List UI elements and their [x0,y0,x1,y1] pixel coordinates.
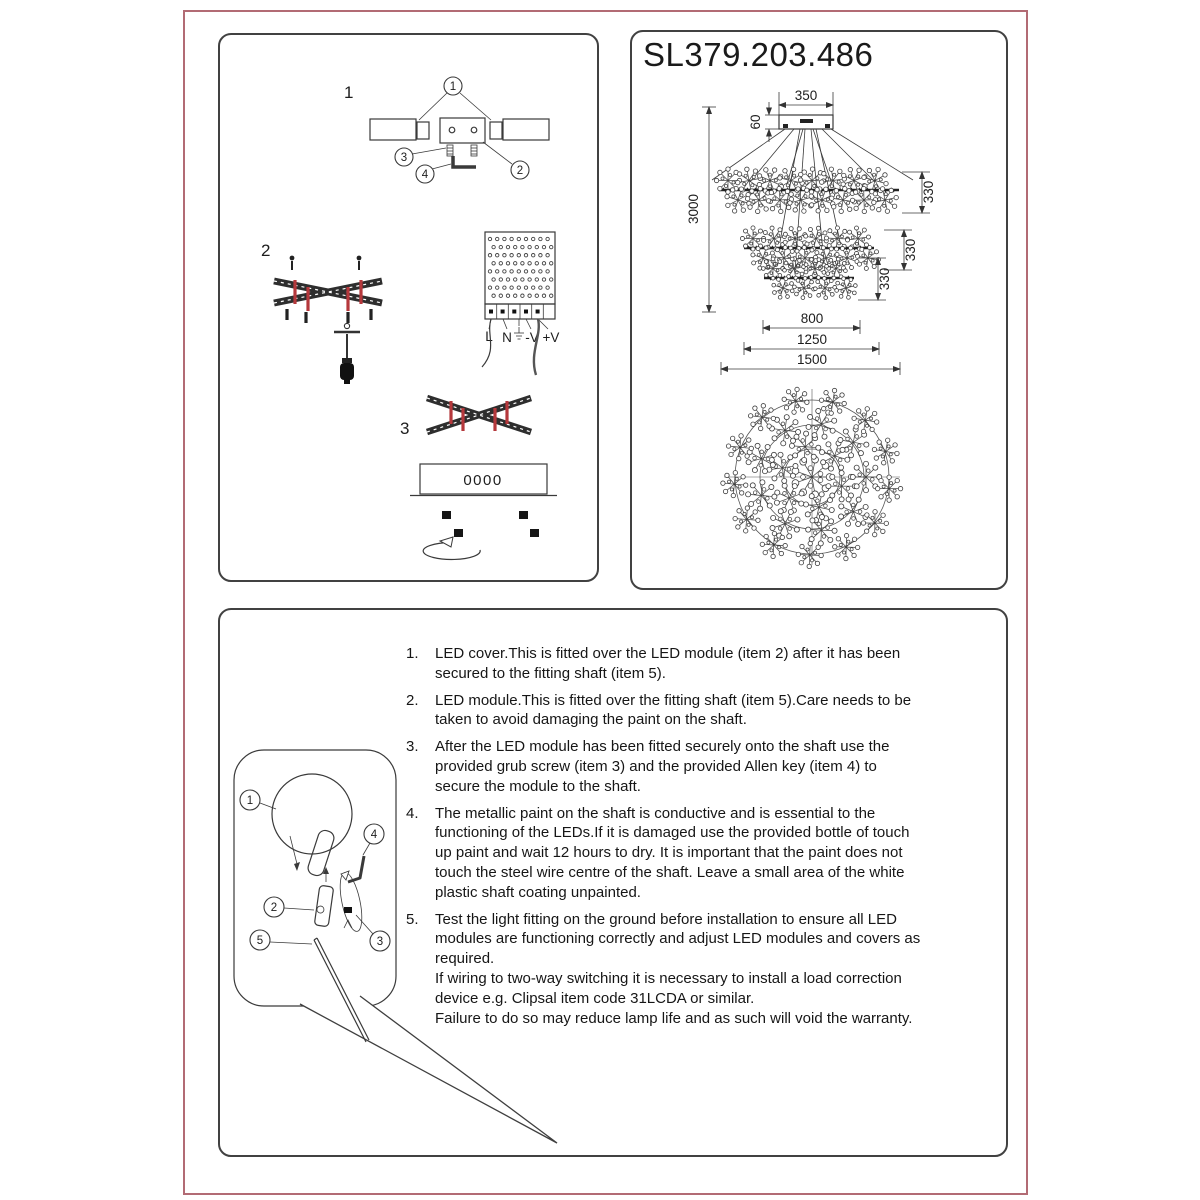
instruction-text: LED module.This is fitted over the fitting shaft (item 5).Care needs to be taken to avoid damaging the paint on the shaft. [435,691,912,729]
dim-top-tier-width [721,352,900,375]
assembly-diagrams-svg [220,35,597,580]
callout-3 [370,931,390,951]
instruction-text-extra: Failure to do so may reduce lamp life and as such will void the warranty. [435,1009,913,1027]
dc-wire [534,319,539,375]
svg-text:1250: 1250 [796,332,828,347]
callout-1 [444,77,462,95]
dimension-drawing-svg [632,32,1006,588]
rotate-arrow-icon [423,537,480,559]
dim-canopy-width [779,88,833,115]
turn-arrowhead-icon [341,871,349,880]
instruction-number: 1. [406,645,419,662]
svg-text:1: 1 [246,795,254,807]
svg-text:60: 60 [748,114,763,130]
shaft-and-module-drawing [370,118,549,143]
earth-symbol-icon [514,327,524,339]
instruction-number: 2. [406,691,419,709]
svg-text:800: 800 [800,311,824,326]
chandelier-side-view-tiers [714,167,899,300]
terminal-strip [489,304,543,319]
svg-text:3000: 3000 [686,193,701,225]
plate-perforations [488,237,553,297]
diagram-step3 [400,398,557,559]
step1-leader-lines [412,93,512,169]
callout-1 [240,790,260,810]
svg-text:5: 5 [256,935,264,947]
instruction-number: 3. [406,738,419,756]
svg-text:1500: 1500 [796,352,828,367]
diagram-step1 [344,77,549,183]
instruction-item-1 [406,644,922,684]
insert-arrow-icon [290,836,300,871]
callout-2 [264,897,284,917]
instruction-number: 4. [406,804,419,822]
callout-3 [395,148,413,166]
allen-key-icon [453,156,476,167]
step2-label: 2 [261,241,271,260]
callout-4 [364,824,384,844]
instruction-item-4 [406,804,922,903]
cross-bracket-icon [274,280,382,311]
led-module-part [314,885,333,927]
instruction-item-3 [406,737,922,796]
model-number: SL379.203.486 [643,36,874,73]
step3-label: 3 [400,419,410,438]
canopy-cover-drawing [410,464,557,537]
dim-overall-drop [686,107,716,312]
instruction-item-2 [406,691,922,731]
svg-text:3: 3 [376,936,384,948]
svg-text:4: 4 [370,829,378,841]
cross-bracket-fitted-icon [427,398,531,432]
svg-text:4: 4 [421,169,429,181]
terminal-label-neg: -V [525,330,539,345]
callout-5 [250,930,270,950]
svg-text:1: 1 [449,81,457,93]
instruction-text-main: Test the light fitting on the ground before installation to ensure all LED modules are functioning correctly and adjust LED modules and covers as required. [435,910,921,968]
svg-text:330: 330 [877,267,892,291]
step1-label: 1 [344,83,354,102]
terminal-label-live: L [485,329,493,344]
grub-screws-icon [447,145,477,156]
svg-text:2: 2 [516,165,524,177]
canopy-drawing [779,115,833,129]
instruction-text: The metallic paint on the shaft is conductive and is essential to the functioning of the LEDs.If it is damaged use the provided bottle of touch up paint and wait 12 hours to dry. It is important that the paint does not touch the steel wire centre of the shaft. Leave a small area of the white plastic shaft coating unpainted. [435,804,910,901]
assembly-diagrams-panel [218,33,599,582]
svg-text:3: 3 [400,152,408,164]
allen-key-part [348,856,364,882]
instruction-text-extra: If wiring to two-way switching it is necessary to install a load correction device e.g. Clipsal item code 31LCDA or similar. [435,969,902,1007]
driver-plate-drawing [482,232,559,375]
chandelier-top-view [721,387,903,568]
terminal-label-neutral: N [502,330,512,345]
svg-text:330: 330 [903,238,918,262]
grub-screw-part [344,907,352,913]
led-cover-part [272,774,352,854]
svg-text:330: 330 [921,180,936,204]
canopy-marking: 0000 [463,472,503,489]
svg-text:2: 2 [270,902,278,914]
dim-tier1-height [902,172,936,213]
screwdriver-icon [334,323,360,384]
callout-2 [511,161,529,179]
instruction-item-5 [406,910,922,1029]
instruction-text [435,910,922,1029]
instructions-panel [218,608,1008,1157]
instruction-text: LED cover.This is fitted over the LED module (item 2) after it has been secured to the fitting shaft (item 5). [435,645,901,682]
dim-bottom-tier-width [763,311,860,334]
svg-text:350: 350 [794,88,818,103]
dimensions-panel [630,30,1008,590]
instruction-list [406,644,922,1035]
bubble-leader-lines [260,803,373,944]
terminal-label-pos: +V [542,330,560,345]
instruction-text: After the LED module has been fitted securely onto the shaft use the provided grub screw (item 3) and the provided Allen key (item 4) to secure the module to the shaft. [435,738,890,795]
diagram-step2 [261,241,382,384]
instruction-number: 5. [406,910,419,928]
dim-tier2-height [884,230,918,270]
callout-4 [416,165,434,183]
